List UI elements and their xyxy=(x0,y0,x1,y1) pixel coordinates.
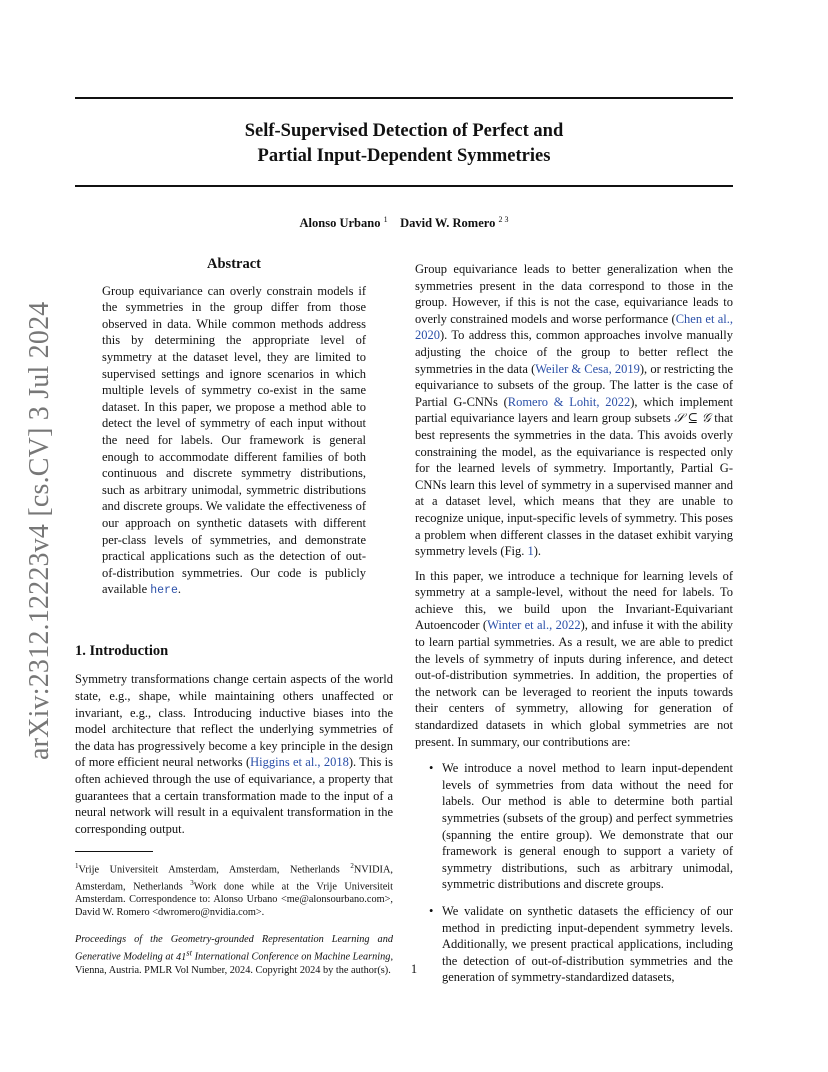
subset-math: 𝒮 ⊆ 𝒢 xyxy=(674,411,711,426)
proceedings-number-sup: st xyxy=(186,947,193,958)
proceedings-number: 41 xyxy=(175,951,187,963)
author-2-affiliation: 2 3 xyxy=(498,215,509,224)
affiliation-footnote xyxy=(75,860,393,919)
title-rule-top xyxy=(75,97,733,99)
citation-weiler[interactable]: Weiler & Cesa, 2019 xyxy=(535,361,640,376)
arxiv-side-stamp: arXiv:2312.12223v4 [cs.CV] 3 Jul 2024 xyxy=(24,301,55,760)
footnote-sup-3: 3 xyxy=(190,878,194,887)
right-p1-text-a: Group equivariance leads to better generalization when the symmetries present in the data correspond to those in the group. However, if this is not the case, equivariance leads to overly constrained models and worse performance ( xyxy=(415,262,733,326)
left-column xyxy=(75,256,393,977)
right-p1-text-d: ), which implement partial equivariance layers and learn group subsets xyxy=(415,394,733,426)
footnote-text-a: Vrije Universiteit Amsterdam, Amsterdam, Netherlands xyxy=(78,864,340,876)
author-2: David W. Romero xyxy=(400,216,496,230)
right-paragraph-1 xyxy=(415,261,733,560)
right-paragraph-2 xyxy=(415,568,733,751)
title-rule-bottom xyxy=(75,185,733,187)
right-p1-text-e: that best represents the symmetries in the data. This avoids overly constraining the model, as the equivariance is respected only for the learned levels of symmetry. Importantly, Partial G-CNNs learn this level of symmetry in a supervised manner and at a dataset level, which means that they are unable to recognize unique, input-specific levels of symmetry. This poses a problem when different classes in the dataset exhibit varying symmetry levels (Fig. xyxy=(415,411,733,559)
right-p1-text-f: ). xyxy=(533,544,542,559)
page-number: 1 xyxy=(410,962,418,976)
author-list xyxy=(75,215,733,231)
right-p1-text-c: ), or restricting the equivariance to subsets of the group. The latter is the case of Partial G-CNNs ( xyxy=(415,361,733,409)
proceedings-italic-b: International Conference on Machine Learning xyxy=(194,951,391,963)
right-p2-text-a: In this paper, we introduce a technique for learning levels of symmetry at a sample-level, without the need for labels. To achieve this, we build upon the Invariant-Equivariant Autoencoder ( xyxy=(415,568,733,633)
citation-winter[interactable]: Winter et al., 2022 xyxy=(487,618,581,633)
author-1-affiliation: 1 xyxy=(383,215,388,224)
contributions-list xyxy=(415,760,733,986)
citation-higgins[interactable]: Higgins et al., 2018 xyxy=(250,755,349,770)
intro-paragraph-1 xyxy=(75,671,393,837)
footnote-text-b: NVIDIA, Amsterdam, Netherlands xyxy=(75,864,393,893)
contribution-item-1: • We introduce a novel method to learn input-dependent levels of symmetries from data without the need for labels. Our method is able to determine both partial symmetries (subsets of the group) and perfect symmetries (spanning the entire group). We demonstrate that our framework is general enough to support a variety of symmetry distributions, such as arbitrary unimodal, symmetric distributions and discrete groups. xyxy=(415,760,733,893)
right-column xyxy=(415,261,733,986)
proceedings-plain: , Vienna, Austria. PMLR Vol Number, 2024. Copyright 2024 by the author(s). xyxy=(75,951,394,976)
abstract-body xyxy=(102,283,366,600)
title-line-1: Self-Supervised Detection of Perfect and xyxy=(244,121,564,141)
proceedings-italic-a: Proceedings of the Geometry-grounded Representation Learning and Generative Modeling at xyxy=(75,934,393,963)
title-line-2: Partial Input-Dependent Symmetries xyxy=(257,146,551,166)
abstract-code-end: . xyxy=(177,582,181,597)
citation-chen[interactable]: Chen et al., 2020 xyxy=(415,311,733,343)
footnote-text-c: Work done while at the Vrije Universiteit Amsterdam. Correspondence to: Alonso Urbano <me@alonsourbano.com>, David W. Romero <dwromero@nvidia.com>. xyxy=(75,881,393,919)
right-p2-text-b: ), and infuse it with the ability to learn partial symmetries. As a result, we are able to predict the levels of symmetry of inputs during inference, and detect out-of-distribution symmetries. In addition, the properties of the network can be leveraged to reorient the inputs towards their centers of symmetry, allowing for generation of standardized datasets in which global symmetries are not present. In summary, our contributions are: xyxy=(415,618,733,749)
intro-text-a: Symmetry transformations change certain aspects of the world state, e.g., shape, while maintaining others unaffected or invariant, e.g., class. Introducing inductive biases into the model architecture that reflect the underlying symmetries of the data has progressively become a key principle in the design of more efficient neural networks ( xyxy=(75,672,393,770)
paper-title xyxy=(75,119,733,169)
footnote-sup-2: 2 xyxy=(350,862,354,871)
author-1: Alonso Urbano xyxy=(299,216,381,230)
footnote-sup-1: 1 xyxy=(75,862,79,871)
contribution-item-2: • We validate on synthetic datasets the efficiency of our method in predicting input-dependent symmetry levels. Additionally, we present practical applications, including the detection of out-of-distribution symmetries and the generation of symmetry-standardized datasets, xyxy=(415,903,733,986)
section-heading-introduction: 1. Introduction xyxy=(75,642,169,659)
citation-romero[interactable]: Romero & Lohit, 2022 xyxy=(507,394,631,409)
abstract-text: Group equivariance can overly constrain models if the symmetries in the group differ from those observed in data. While common methods address this by determining the appropriate level of symmetry at the dataset level, they are limited to supervised settings and ignore scenarios in which multiple levels of symmetry co-exist in the same dataset. In this paper, we propose a method able to detect the level of symmetry of each input without the need for labels. Our framework is general enough to accommodate different families of both continuous and discrete symmetry distributions, such as arbitrary unimodal, symmetric distributions and discrete groups. We validate the effectiveness of our approach on synthetic datasets with different per-class levels of symmetries, and demonstrate practical applications such as the detection of out-of-distribution symmetries. xyxy=(102,283,366,580)
footnote-rule xyxy=(75,851,153,852)
abstract-code-text: Our code is publicly available xyxy=(102,565,366,597)
code-link[interactable]: here xyxy=(150,584,178,598)
intro-text-b: ). This is often achieved through the use of equivariance, a property that guarantees that a certain transformation made to the input of a neural network will result in a equivalent transformation in the corresponding output. xyxy=(75,755,394,836)
figure-reference[interactable]: 1 xyxy=(527,544,534,559)
abstract-heading: Abstract xyxy=(207,256,261,272)
right-p1-text-b: ). To address this, common approaches involve manually adjusting the choice of the group to better reflect the symmetries in the data ( xyxy=(415,328,733,376)
